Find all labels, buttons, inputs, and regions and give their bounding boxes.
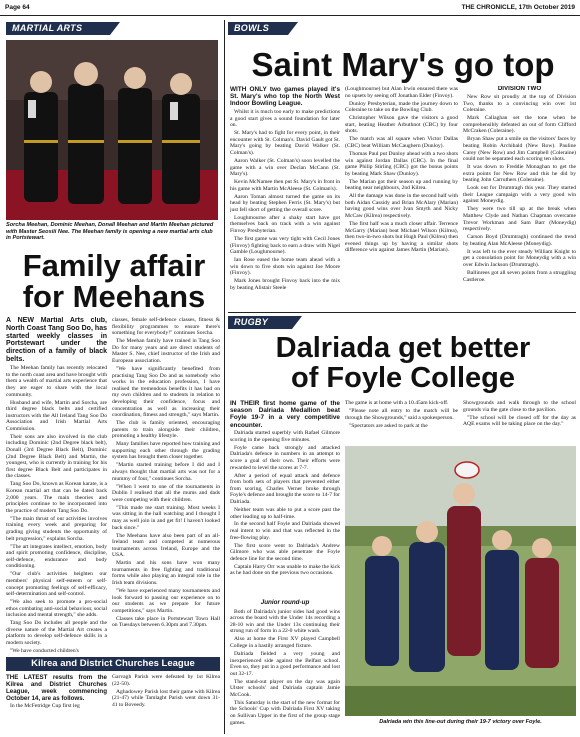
rugby-paragraph: Showgrounds and walk through to the school grounds via the gate close to the pavilion. [463, 400, 576, 413]
bowls-paragraph: Bryan Shaw put a smile on the visitors' faces by beating Robin Archibald (New Row). Pauline Carey (New Row) and Jim Campbell (Coleraine) could not be separated each scoring ten shots. [463, 136, 576, 163]
rugby-headline-line1: Dalriada get better [275, 332, 531, 364]
rugby-paragraph: Captain Harry Orr was unable to make the kick as he had done on the previous two occasions. [230, 563, 340, 577]
meehan-photo-caption: Sorcha Meehan, Dominic Meehan, Donall Meehan and Martin Meehan pictured with Master Seosiii Nee. The Meehan family is opening a new martial arts club in Portstewart. [6, 222, 214, 241]
bowls-paragraph: Kevin McNamee then put St. Mary's in front in his game with Martin McAleese (St. Colman's). [230, 179, 340, 192]
martial-paragraph: "We have significantly benefited from practising Tang Soo Do and as somebody who works in the education profession, I have realised the tremendous benefits it has had on my own children and to students in relation to developing their confidence, focus and concentration as well as increasing their coordination, fitness and strength," says Martin. [112, 365, 220, 419]
bowls-paragraph: They were two till up at the break when Matthew Clyde and Nathan Chapman overcame Trevor Workman and Sam Barr (Moneydig) respectively. [463, 206, 576, 233]
martial-paragraph: "We have conducted children's [10, 648, 79, 653]
rugby-section-tab: RUGBY [228, 316, 292, 329]
bowls-section-tab: BOWLS [228, 22, 288, 35]
martial-paragraph: classes, female self-defence classes, fitness & flexibility programmes to ensure there's something for everybody!" continues Sorcha. [112, 317, 220, 337]
martial-paragraph: The Meehan family have trained in Tang Soo Do for many years and are direct students of Master S. Nee, chief instructor of the Irish and European association. [112, 338, 220, 364]
rugby-paragraph: "Please note all entry to the match will be through the Showgrounds," said a spokesperson. [345, 407, 458, 421]
kilrea-intro: THE LATEST results from the Kilrea and District Churches League, week commencing October 14, are as follows. [6, 674, 107, 702]
bowls-paragraph: The first half was a much closer affair. Terrence McGarry (Marian) beat Michael Wilson (Kilrea), then two-in-two shots but Hugh Paul (Kilrea) then evened things up by having a similar shots difference win against James Martin (Marian). [345, 221, 458, 254]
bowls-paragraph: Whilst it is much too early to make predictions a good start gives a sound foundation for later on. [230, 109, 340, 129]
page-number: Page 64 [5, 4, 30, 11]
martial-paragraph: "Our club's activities heighten our members' physical self-esteem or self-concept promoting feelings of self-efficacy, self-determination and self-control. [6, 571, 107, 598]
junior-roundup-heading: Junior round-up [260, 599, 310, 606]
martial-article-col1 [6, 317, 107, 653]
martial-paragraph: Husband and wife, Martin and Sorcha, are third degree black belts and certified instructors with the All Ireland Tang Soo Do Association and Irish Martial Arts Commission. [6, 399, 107, 432]
bowls-col3 [463, 86, 576, 308]
martial-paragraph: Martin and his sons have won many tournaments in free fighting and traditional forms while also playing an integral role in the Irish team divisions. [112, 560, 220, 587]
martial-paragraph: Tang Soo Do includes all people and the diverse nature of the Martial Art creates a platform to develop self-defence skills in a modern society. [6, 620, 107, 647]
martial-intro: A NEW Martial Arts club, North Coast Tang Soo Do, has started weekly classes in Portstewart under the direction of a family of black belts. [6, 317, 107, 363]
rugby-intro: IN THEIR first home game of the season Dalriada Medallion beat Foyle 19-7 in a very competitive encounter. [230, 400, 340, 429]
rugby-paragraph: The first score went to Dalriada's Andrew Gilmore who was able penetrate the Foyle defence line for the second time. [230, 542, 340, 562]
rugby-paragraph: Foyle came back strongly and attacked Dalriada's defence in numbers in an attempt to score a goal of their own. Their efforts were rewarded to level the scores at 7-7. [230, 444, 340, 471]
martial-paragraph: Many families have reported how training and supporting each other through the grading system has brought them closer together. [112, 441, 220, 461]
martial-headline-line2: for Meehans [22, 279, 206, 314]
bowls-paragraph: Ian Rose eased the home team ahead with a win down to five shots win against Joe Moore (Finvoy). [230, 257, 340, 277]
kilrea-paragraph: Garvagh Parish were defeated by 1st Kilrea (22-50). [112, 674, 220, 687]
kilrea-col2 [112, 674, 220, 734]
bowls-paragraph: Carson Boyd (Drumtragh) continued the trend by beating Alan McAleese (Moneydig). [463, 234, 576, 247]
bowls-paragraph: Thomas Paul put Dunloy ahead with a two shots win against Jordan Dallas (CBC). In the final game Philip Stirling (CBC) got the bonus points by beating Mark Shaw (Dunloy). [345, 150, 458, 177]
bowls-paragraph: The Marian got their season up and running by beating near neighbours, 2nd Kilrea. [345, 178, 458, 192]
bowls-col1 [230, 86, 340, 308]
martial-article-col2 [112, 317, 220, 653]
martial-arts-section-tab: MARTIAL ARTS [6, 22, 110, 35]
rugby-paragraph: Also at home the First XV played Campbell College in a hastily arranged fixture. [230, 636, 340, 649]
rugby-junior-roundup [230, 598, 340, 734]
rugby-paragraph: The game is at home with a 10.45am kick-off. [345, 400, 449, 406]
bowls-paragraph: Look out for Drumtragh this year. They started their League campaign with a very good win against Moneydig. [463, 185, 576, 205]
section-divider [228, 312, 576, 313]
rugby-paragraph: After a period of equal attack and defence from both sets of players that prevented either from scoring, Charles Verner broke through Foyle's defence and brought the score to 14-7 for Dalriada. [230, 472, 340, 505]
bowls-paragraph: Christopher Wilson gave the visitors a good start, beating Heather Arbuthnot (CBC) by four shots. [345, 115, 458, 135]
martial-paragraph: "This made me start training. Most weeks I was sitting in the hall watching and I thought I may as well join in and get fit! I haven't looked back since." [112, 504, 220, 531]
martial-paragraph: The Meehans have also been part of an all-Ireland team and competed at numerous tournaments across Ireland, Europe and the USA. [112, 532, 220, 559]
bowls-intro: WITH ONLY two games played it's St. Mary's who top the North West Indoor Bowling League. [230, 86, 340, 108]
rugby-lineout-photo [345, 446, 576, 716]
martial-paragraph: "The art integrates intellect, emotion, body and spirit promoting confidence, discipline, self-defence, endurance and body conditioning. [6, 543, 107, 570]
bowls-paragraph: It was left to the ever steady William Knight to get a consolation point for Moneydig with a win over Edwin Jackson (Drumtragh). [463, 248, 576, 268]
martial-headline-line1: Family affair [22, 248, 206, 283]
bowls-paragraph: The match was all square when Victor Dallas (CBC) beat William McCaughern (Dunloy). [345, 136, 458, 149]
bowls-paragraph: Loughmourne after a shaky start have got themselves back on track with a win against Finvoy Presbyterian. [230, 214, 340, 235]
division-two-heading: DIVISION TWO [497, 86, 542, 92]
bowls-paragraph: Aaron Toman almost turned the game on its head by beating Stephen Ferris (St. Mary's) but just fell short of getting the overall score. [230, 193, 340, 213]
martial-paragraph: "When I went to one of the tournaments in Dublin I realised that all the mums and dads were competing with their children. [112, 483, 220, 503]
page-folio [0, 0, 580, 16]
bowls-paragraph: All the damage was done in the second half with both Aidan Cassidy and Brian McAlary (Marian) having good wins over Ivan Smyth and Nicky McCaw (Kilrea) respectively. [345, 193, 458, 220]
bowls-paragraph: Aaron Walker (St. Colman's) soon levelled the game with a win over Declan McCann (St. Mary's). [230, 157, 340, 178]
meehan-family-photo [6, 40, 218, 220]
kilrea-league-bar: Kilrea and District Churches League [6, 657, 220, 671]
martial-paragraph: "We also seek to promote a pro-social ethos combating anti-social behaviour, social inclusion and mental strength," she adds. [6, 599, 107, 619]
kilrea-paragraph: Aghadowey Parish lost their game with Kilrea (21-47) while Tamlaght Parish went down 31-41 to Boveedy. [112, 688, 220, 708]
rugby-paragraph: Both of Dalriada's junior sides had good wins across the board with the Under 14s recording a 28-10 win and the Under 13s continuing their strong run of form in a 22-0 white wash. [230, 608, 340, 635]
bowls-paragraph: Ballinrees got all seven points from a struggling Castleroe. [463, 269, 576, 283]
bowls-headline: Saint Mary's go top [251, 46, 555, 83]
rugby-paragraph: Dalriada fielded a very young and inexperienced side against the Belfast school. Even so, they put in a good performance and lost out 32-17. [230, 650, 340, 677]
rugby-paragraph: This Saturday is the start of the new format for the Schools' Cup with Dalriada First XV taking on Sullivan Upper in the first of the group stage games. [230, 699, 340, 726]
bowls-paragraph: It was down to Freddie Monaghan to get the extra points for New Row and this he did by beating John Carruthers (Coleraine). [463, 164, 576, 184]
rugby-photo-caption: Dalriada win this line-out during their 19-7 victory over Foyle. [379, 719, 542, 725]
rugby-paragraph: Dalriada started superbly with Rafael Gilmore scoring in the opening five minutes. [230, 430, 340, 443]
martial-paragraph: "We have experienced many tournaments and look forward to passing our experience on to our students as we prepare for future competitions," says Martin. [112, 588, 220, 614]
publication-date: THE CHRONICLE, 17th October 2019 [461, 4, 575, 11]
bowls-paragraph: Mark Jones brought Finvoy back into the mix by beating Alistair Steele [230, 278, 340, 291]
bowls-paragraph: (Loughmourne) but Alan Irwin ensured there was no upsets by seeing off Jonathan Elder (Finvoy). [345, 86, 458, 99]
column-divider [224, 20, 225, 734]
rugby-paragraph: "Spectators are asked to park at the [349, 422, 428, 429]
martial-paragraph: Their sons are also involved in the club including Dominic (2nd Degree black belt), Donall (3rd Degree Black Belt), Dominic (2nd Degree Black Belt) and Martin, the youngest, who is currently in training for his first degree Black Belt and participates in the classes. [6, 433, 107, 480]
bowls-paragraph: Mark Callaghan set the tone when he comprehensibly defeated an out of form Clifford McCraken (Coleraine). [463, 115, 576, 135]
kilrea-paragraph: In the McFetridge Cup first leg [10, 703, 80, 710]
kilrea-col1 [6, 674, 107, 734]
rugby-col3 [463, 400, 576, 440]
bowls-paragraph: St. Mary's had to fight for every point, in their encounter with St. Colman's. David Gault got St. Mary's going by beating David Walker (St. Colman's). [230, 130, 340, 156]
rugby-paragraph: "The school will be closed off for the day as AQE exams will be taking place on the day." [463, 414, 576, 428]
rugby-paragraph: Neither team was able to put a score past the other leading up to half-time. [230, 506, 340, 520]
bowls-paragraph: New Row sit proudly at the top of Division Two, thanks to a convincing win over 1st Coleraine. [463, 93, 576, 114]
bowls-paragraph: The first game was very tight with Cecil Jones (Finvoy) fighting back to earn a draw with Nigel Gamble (Loughmourne). [230, 236, 340, 256]
martial-paragraph: "The main thrust of our activities involves training every week and preparing for grading giving students the opportunity of belt progression," explains Sorcha. [6, 515, 107, 542]
rugby-paragraph: The stand-out player on the day was again Ulster schools' and Dalriada captain Jamie McCook. [230, 678, 340, 698]
rugby-headline-line2: of Foyle College [291, 362, 515, 394]
martial-paragraph: The Meehan family has recently relocated to the north coast area and have brought with them a wealth of martial arts experience that they are eager to share with the local community. [6, 365, 107, 398]
rugby-paragraph: In the second half Foyle and Dalriada showed real intent to win and that was reflected in the free-flowing play. [230, 521, 340, 541]
martial-paragraph: Classes take place in Portstewart Town Hall on Tuesdays between 6.30pm and 7.30pm. [112, 615, 220, 629]
martial-paragraph: The club is family oriented, encouraging parents to train alongside their children, promoting a healthy lifestyle. [112, 420, 220, 440]
martial-paragraph: "Martin started training before I did and I always thought that martial arts was not for a mummy of four," continues Sorcha. [112, 462, 220, 482]
martial-paragraph: Tang Soo Do, known as Korean karate, is a Korean martial art that can be dated back 2,000 years. The main theories and principles continue to be incorporated into the practice of modern Tang Soo Do. [6, 481, 107, 514]
bowls-col2 [345, 86, 458, 308]
bowls-paragraph: Dunloy Presbyterian, made the journey down to Coleraine to take on the Bowling Club. [345, 100, 458, 114]
